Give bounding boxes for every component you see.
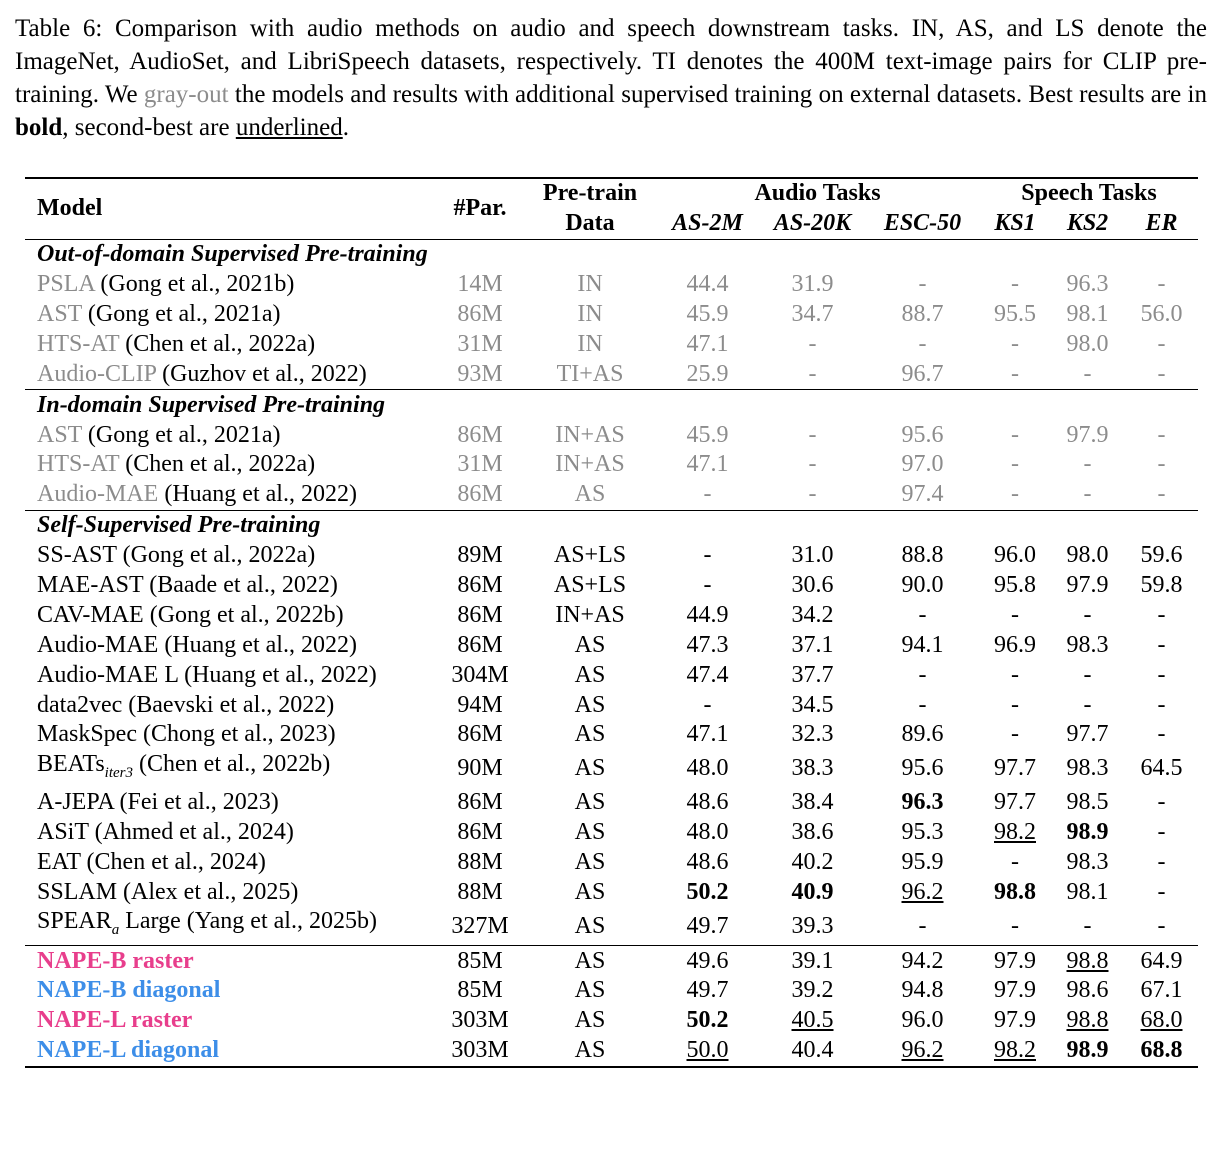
value-cell: - [918,691,927,718]
value-cell: 97.4 [901,481,944,508]
model-reference: (Huang et al., 2022) [158,481,357,508]
value-cell: - [1011,848,1019,875]
params-cell: 304M [451,661,509,688]
value-cell: - [703,481,712,508]
value-cell: 98.2 [994,819,1036,846]
table-row [25,877,1198,907]
value-cell: 39.3 [791,912,834,939]
value-cell: 96.2 [865,1036,980,1067]
value-cell: 49.7 [686,912,729,939]
model-reference: (Chen et al., 2022b) [133,750,331,777]
model-name [25,270,435,300]
value-cell: - [1157,601,1166,628]
value-cell: 97.0 [901,451,944,478]
model-reference: (Chen et al., 2022a) [119,330,316,357]
pretrain-data-cell: IN [577,330,603,357]
table-row [25,690,1198,720]
value-cell: 44.9 [686,601,729,628]
header-pretrain: Pre-train [525,178,655,209]
value-cell: 48.0 [686,819,729,846]
value-cell: 47.1 [686,451,729,478]
value-cell: - [1011,360,1019,387]
value-cell: 47.3 [686,631,729,658]
value-cell: 48.6 [686,789,729,816]
value-cell: 32.3 [791,721,834,748]
value-cell: - [918,661,927,688]
params-cell: 86M [457,631,503,658]
model-subscript: iter3 [104,764,134,781]
value-cell: - [1157,878,1166,905]
value-cell: 34.7 [791,301,834,327]
model-label: Audio-MAE [37,481,159,508]
section-row [25,510,1198,540]
value-cell: - [1083,360,1092,387]
table-row [25,300,1198,330]
value-cell: - [1157,789,1166,816]
value-cell: - [918,330,927,357]
pretrain-data-cell: IN [577,271,603,298]
value-cell: 96.9 [994,631,1036,658]
table-row [25,270,1198,300]
value-cell: 30.6 [791,572,834,599]
model-reference: (Gong et al., 2021b) [94,271,295,298]
pretrain-data-cell: AS+LS [553,542,627,569]
header-col: KS2 [1050,209,1125,239]
model-name [25,907,435,945]
params-cell: 89M [457,542,503,569]
header-model: Model [25,178,435,239]
value-cell: 95.6 [901,421,944,448]
pretrain-data-cell: AS [574,789,606,816]
value-cell: 40.5 [791,1007,834,1034]
pretrain-data-cell: AS [574,691,606,718]
model-name [25,480,435,510]
pretrain-data-cell: AS [574,755,606,782]
value-cell: - [1011,271,1019,298]
comparison-table [25,177,1198,1068]
value-cell: - [1011,691,1019,718]
section-title: Out-of-domain Supervised Pre-training [25,239,1198,269]
section-title: Self-Supervised Pre-training [25,510,1198,540]
model-name: NAPE-L raster [37,1007,193,1034]
model-name: SSLAM (Alex et al., 2025) [37,878,299,905]
value-cell: 50.2 [686,878,729,905]
caption-text: , second-best are [62,114,236,141]
params-cell: 88M [457,878,503,905]
value-cell: 96.0 [994,542,1036,569]
table-row [25,907,1198,945]
params-cell: 86M [457,301,503,327]
value-cell: 88.8 [901,542,944,569]
pretrain-data-cell: AS [525,1036,655,1067]
value-cell: 40.2 [791,848,834,875]
value-cell: 98.1 [1066,301,1109,327]
params-cell: 31M [457,451,503,478]
table-row-ours [25,946,1198,976]
value-cell: 96.0 [901,1007,944,1034]
table-row [25,788,1198,818]
value-cell: 67.1 [1140,977,1183,1004]
value-cell: 50.0 [655,1036,760,1067]
model-name: CAV-MAE (Gong et al., 2022b) [37,601,344,628]
value-cell: 98.8 [1050,946,1125,976]
model-name: NAPE-B raster [25,946,435,976]
model-name: A-JEPA (Fei et al., 2023) [37,789,279,816]
value-cell: - [1011,721,1019,748]
model-name: Audio-MAE (Huang et al., 2022) [37,631,357,658]
params-cell: 14M [457,271,503,298]
value-cell: 97.9 [994,977,1036,1004]
value-cell: 56.0 [1140,301,1183,327]
header-params: #Par. [435,178,525,239]
value-cell: 97.9 [994,1007,1036,1034]
value-cell: 47.4 [686,661,729,688]
pretrain-data-cell: AS [574,721,606,748]
model-reference: Large (Yang et al., 2025b) [119,908,377,935]
value-cell: 98.9 [1050,1036,1125,1067]
model-reference: (Guzhov et al., 2022) [156,360,367,387]
value-cell: 96.7 [901,360,944,387]
value-cell: 37.7 [791,661,834,688]
value-cell: - [1157,631,1166,658]
value-cell: 95.8 [994,572,1036,599]
pretrain-data-cell: IN+AS [555,451,625,478]
table-row-ours [25,976,1198,1006]
params-cell: 90M [457,755,503,782]
params-cell: 303M [451,1007,509,1034]
section-row [25,390,1198,420]
pretrain-data-cell: AS [574,848,606,875]
value-cell: 95.6 [901,755,944,782]
caption-bold-word: bold [15,114,63,141]
pretrain-data-cell: AS [574,631,606,658]
value-cell: 40.4 [760,1036,865,1067]
value-cell: 98.3 [1066,848,1109,875]
model-label: SPEAR [37,908,112,935]
value-cell: - [1157,451,1166,478]
value-cell: - [1157,330,1166,357]
value-cell: - [1157,360,1166,387]
params-cell: 86M [457,601,503,628]
model-reference: (Gong et al., 2021a) [81,301,281,327]
model-label: BEATs [37,750,105,777]
pretrain-data-cell: AS [574,661,606,688]
value-cell: - [1011,481,1019,508]
value-cell: 97.9 [1066,421,1109,448]
params-cell: 303M [435,1036,525,1067]
value-cell: 45.9 [686,301,729,327]
header-col: ER [1125,209,1198,239]
pretrain-data-cell: TI+AS [556,360,624,387]
model-label: AST [37,301,82,327]
header-col: AS-20K [760,209,865,239]
table-row [25,541,1198,571]
caption-text: the models and results with additional supervised training on external datasets. Best results are in [228,81,1207,108]
value-cell: 45.9 [686,421,729,448]
value-cell: 44.4 [686,271,729,298]
value-cell: 68.8 [1125,1036,1198,1067]
value-cell: 90.0 [901,572,944,599]
value-cell: 47.1 [686,721,729,748]
value-cell: 96.3 [1066,271,1109,298]
value-cell: 94.1 [901,631,944,658]
value-cell: - [918,271,927,298]
table-row [25,660,1198,690]
value-cell: - [1011,451,1019,478]
value-cell: 98.3 [1066,631,1109,658]
value-cell: - [703,572,712,599]
value-cell: 96.2 [901,878,944,905]
value-cell: 34.2 [791,601,834,628]
model-label: HTS-AT [37,330,120,357]
caption-underlined-word: underlined [235,114,343,141]
value-cell: 39.1 [760,946,865,976]
value-cell: 97.9 [980,946,1050,976]
value-cell: 97.7 [994,755,1036,782]
model-reference: (Chen et al., 2022a) [119,451,316,478]
model-name: ASiT (Ahmed et al., 2024) [37,819,294,846]
caption-text: Table 6: Comparison with audio methods on audio and speech downstream tasks. IN, AS, and LS denote the ImageNet, AudioSet, and LibriSpeech datasets, respectively. TI denotes the 400M text-image pairs for CLIP pre-training. We [15,15,1207,108]
value-cell: - [1083,481,1092,508]
value-cell: - [918,601,927,628]
model-name: NAPE-L diagonal [25,1036,435,1067]
model-name [25,450,435,480]
table-row [25,571,1198,601]
header-col: KS1 [980,209,1050,239]
params-cell: 86M [457,421,503,448]
model-name [25,420,435,450]
model-name: Audio-MAE L (Huang et al., 2022) [37,661,377,688]
value-cell: - [808,330,817,357]
value-cell: - [918,912,927,939]
value-cell: 95.5 [994,301,1036,327]
value-cell: - [1083,601,1092,628]
value-cell: 98.3 [1066,755,1109,782]
model-reference: (Gong et al., 2021a) [81,421,281,448]
pretrain-data-cell: AS+LS [553,572,627,599]
value-cell: - [1011,421,1019,448]
table-row [25,600,1198,630]
value-cell: 48.0 [686,755,729,782]
table-row [25,630,1198,660]
section-row [25,239,1198,269]
value-cell: - [1157,421,1166,448]
params-cell: 86M [457,481,503,508]
section-title: In-domain Supervised Pre-training [25,390,1198,420]
value-cell: 97.9 [1066,572,1109,599]
table-row [25,818,1198,848]
caption-gray-word: gray-out [143,81,229,108]
pretrain-data-cell: AS [574,481,606,508]
table-row [25,329,1198,359]
value-cell: - [703,542,712,569]
pretrain-data-cell: AS [525,946,655,976]
value-cell: - [1157,271,1166,298]
value-cell: 97.7 [994,789,1036,816]
value-cell: 38.3 [791,755,834,782]
params-cell: 85M [457,977,503,1004]
model-label: HTS-AT [37,451,120,478]
caption-text: . [342,114,349,141]
value-cell: - [1011,912,1019,939]
value-cell: 98.0 [1066,330,1109,357]
params-cell: 31M [457,330,503,357]
model-label: PSLA [37,271,95,298]
pretrain-data-cell: AS [574,912,606,939]
value-cell: 98.9 [1066,819,1109,846]
value-cell: - [808,451,817,478]
params-cell: 85M [435,946,525,976]
value-cell: 49.7 [686,977,729,1004]
value-cell: 38.4 [791,789,834,816]
model-name [25,329,435,359]
value-cell: 40.9 [791,878,834,905]
value-cell: - [808,481,817,508]
value-cell: 98.8 [994,878,1036,905]
value-cell: 38.6 [791,819,834,846]
params-cell: 86M [457,819,503,846]
model-name [25,750,435,788]
value-cell: - [1157,848,1166,875]
header-pretrain-data: Data [525,209,655,239]
value-cell: 64.5 [1140,755,1183,782]
value-cell: - [1083,451,1092,478]
model-subscript: a [111,922,120,939]
table-row-ours [25,1006,1198,1036]
value-cell: 50.2 [686,1007,729,1034]
value-cell: 98.2 [980,1036,1050,1067]
pretrain-data-cell: AS [574,878,606,905]
params-cell: 93M [457,360,503,387]
value-cell: 94.8 [901,977,944,1004]
value-cell: 37.1 [791,631,834,658]
model-name [25,300,435,330]
params-cell: 86M [457,572,503,599]
model-label: AST [37,421,82,448]
table-row [25,480,1198,510]
model-name: MAE-AST (Baade et al., 2022) [37,572,338,599]
value-cell: 88.7 [901,301,944,327]
params-cell: 86M [457,789,503,816]
value-cell: 98.1 [1066,878,1109,905]
value-cell: - [1011,330,1019,357]
value-cell: 98.8 [1066,1007,1109,1034]
header-col: AS-2M [655,209,760,239]
value-cell: 97.7 [1066,721,1109,748]
table-caption [15,12,1207,144]
pretrain-data-cell: AS [574,819,606,846]
value-cell: - [808,360,817,387]
value-cell: 95.9 [901,848,944,875]
header-col: ESC-50 [865,209,980,239]
table-row [25,450,1198,480]
value-cell: - [1083,691,1092,718]
header-speech-tasks: Speech Tasks [980,178,1198,209]
value-cell: - [1083,912,1092,939]
value-cell: - [1011,601,1019,628]
value-cell: 94.2 [865,946,980,976]
header-audio-tasks: Audio Tasks [655,178,980,209]
table-row [25,359,1198,389]
params-cell: 88M [457,848,503,875]
pretrain-data-cell: AS [574,1007,606,1034]
params-cell: 86M [457,721,503,748]
model-name: EAT (Chen et al., 2024) [37,848,266,875]
value-cell: 59.8 [1140,572,1183,599]
value-cell: 98.0 [1066,542,1109,569]
model-name: SS-AST (Gong et al., 2022a) [37,542,316,569]
model-name: MaskSpec (Chong et al., 2023) [37,721,336,748]
value-cell: - [1083,661,1092,688]
value-cell: 47.1 [686,330,729,357]
table-row [25,420,1198,450]
pretrain-data-cell: IN [577,301,603,327]
value-cell: 89.6 [901,721,944,748]
table-row-ours [25,1036,1198,1067]
value-cell: - [1157,481,1166,508]
model-name: data2vec (Baevski et al., 2022) [37,691,335,718]
pretrain-data-cell: IN+AS [555,421,625,448]
params-cell: 327M [451,912,509,939]
value-cell: 31.0 [791,542,834,569]
value-cell: - [1157,819,1166,846]
table-row [25,750,1198,788]
model-label: Audio-CLIP [37,360,157,387]
pretrain-data-cell: IN+AS [555,601,625,628]
table-row [25,848,1198,878]
value-cell: 31.9 [791,271,834,298]
value-cell: - [703,691,712,718]
value-cell: 39.2 [791,977,834,1004]
value-cell: 59.6 [1140,542,1183,569]
value-cell: - [1157,912,1166,939]
value-cell: - [808,421,817,448]
params-cell: 94M [457,691,503,718]
value-cell: - [1157,661,1166,688]
value-cell: 34.5 [791,691,834,718]
value-cell: 49.6 [655,946,760,976]
value-cell: - [1157,691,1166,718]
table-row [25,720,1198,750]
pretrain-data-cell: AS [574,977,606,1004]
value-cell: 64.9 [1125,946,1198,976]
value-cell: 68.0 [1140,1007,1183,1034]
value-cell: 48.6 [686,848,729,875]
model-name: NAPE-B diagonal [37,977,221,1004]
value-cell: - [1011,661,1019,688]
value-cell: 95.3 [901,819,944,846]
value-cell: 98.5 [1066,789,1109,816]
value-cell: 98.6 [1066,977,1109,1004]
value-cell: 96.3 [901,789,944,816]
value-cell: - [1157,721,1166,748]
model-name [25,359,435,389]
value-cell: 25.9 [686,360,729,387]
